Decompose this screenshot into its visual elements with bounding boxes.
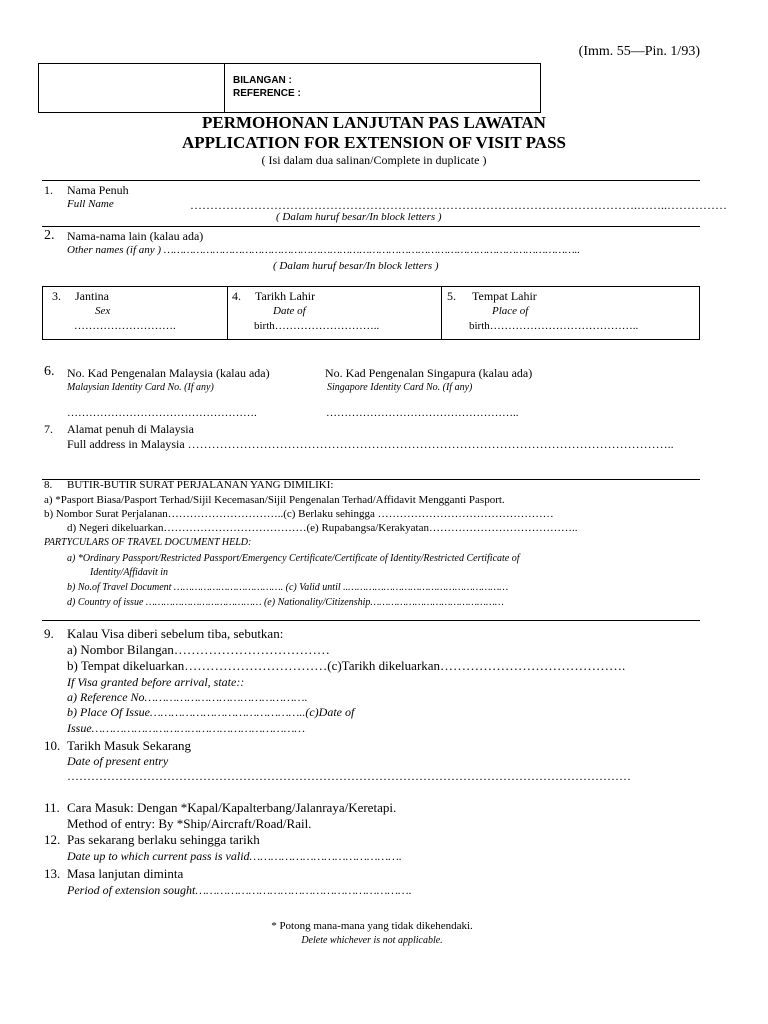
visa-reference-field[interactable]: a) Nombor Bilangan………………………………: [67, 642, 330, 657]
q9-en-item-b: b) Place Of Issue……………………………………..(c)Date of: [67, 705, 355, 719]
sex-field[interactable]: ……………………….: [74, 320, 176, 332]
q4-label: Tarikh Lahir: [255, 289, 316, 303]
q10-label: Tarikh Masuk Sekarang: [67, 738, 192, 753]
divider: [42, 180, 700, 181]
reference-box: [38, 63, 541, 113]
q1-label-en: Full Name: [67, 198, 114, 210]
q5-label-en: Place of: [492, 305, 529, 317]
q12-number: 12.: [44, 832, 61, 847]
singapore-ic-field[interactable]: ……………………………………………..: [326, 407, 519, 419]
title-english: APPLICATION FOR EXTENSION OF VISIT PASS: [182, 133, 566, 152]
q11-label: Cara Masuk: Dengan *Kapal/Kapalterbang/Jalanraya/Keretapi.: [67, 800, 397, 815]
extension-period-field[interactable]: Period of extension sought…………………………………………………….: [67, 883, 412, 897]
q7-label: Alamat penuh di Malaysia: [67, 422, 194, 436]
q8-en-item-a: a) *Ordinary Passport/Restricted Passport/Emergency Certificate/Certificate of Identity/Restricted Certificate of: [67, 553, 520, 564]
q3-number: 3.: [52, 289, 61, 303]
q8-item-d[interactable]: d) Negeri dikeluarkan…………………………………(e) Rupabangsa/Kerakyatan…………………………………..: [67, 522, 578, 534]
q8-number: 8.: [44, 479, 53, 491]
divider: [42, 226, 700, 227]
footnote-english: Delete whichever is not applicable.: [301, 935, 443, 946]
malaysian-ic-field[interactable]: …………………………………………….: [67, 407, 257, 419]
q4-label-en: Date of: [273, 305, 306, 317]
pass-valid-date-field[interactable]: Date up to which current pass is valid…………………………………….: [67, 849, 402, 863]
q3-label-en: Sex: [95, 305, 111, 317]
q11-label-en: Method of entry: By *Ship/Aircraft/Road/Rail.: [67, 816, 312, 831]
present-entry-date-field[interactable]: ……………………………………………………………………………………………………………………………: [67, 769, 631, 783]
q6-my-label: No. Kad Pengenalan Malaysia (kalau ada): [67, 366, 270, 380]
footnote-malay: * Potong mana-mana yang tidak dikehendaki.: [271, 920, 473, 932]
date-of-birth-field[interactable]: birth………………………..: [254, 320, 380, 332]
q1-number: 1.: [44, 183, 53, 197]
q2-note: ( Dalam huruf besar/In block letters ): [273, 260, 439, 272]
q6-sg-label-en: Singapore Identity Card No. (If any): [327, 382, 473, 393]
full-name-field[interactable]: ………………………………………………………………………………………………….……..……………: [190, 198, 727, 212]
q9-en-item-b2: Issue……………………………………………………: [67, 721, 306, 735]
q12-label: Pas sekarang berlaku sehingga tarikh: [67, 832, 260, 847]
q10-number: 10.: [44, 738, 61, 753]
q11-number: 11.: [44, 800, 60, 815]
q1-note: ( Dalam huruf besar/In block letters ): [276, 211, 442, 223]
q8-en-heading: PARTYCULARS OF TRAVEL DOCUMENT HELD:: [44, 537, 252, 548]
q7-number: 7.: [44, 422, 53, 436]
q8-en-item-d: d) Country of issue ………………………………… (e) Nationality/Citizenship………………………………………: [67, 597, 504, 608]
q5-label: Tempat Lahir: [472, 289, 537, 303]
q13-number: 13.: [44, 866, 61, 881]
bilangan-label: BILANGAN :: [233, 75, 292, 86]
q9-number: 9.: [44, 626, 54, 641]
q8-en-item-a2: Identity/Affidavit in: [90, 567, 169, 578]
q2-label: Nama-nama lain (kalau ada): [67, 229, 204, 243]
q4-number: 4.: [232, 289, 241, 303]
q6-my-label-en: Malaysian Identity Card No. (If any): [67, 382, 214, 393]
q9-en-heading: If Visa granted before arrival, state::: [67, 675, 245, 689]
q13-label: Masa lanjutan diminta: [67, 866, 184, 881]
q6-number: 6.: [44, 364, 55, 379]
place-of-birth-field[interactable]: birth…………………………………..: [469, 320, 639, 332]
other-names-field[interactable]: Other names (if any ) ………………………………………………………………………………………………………………..: [67, 244, 581, 256]
q10-label-en: Date of present entry: [67, 754, 169, 768]
q5-number: 5.: [447, 289, 456, 303]
q2-number: 2.: [44, 228, 55, 243]
visa-place-date-field[interactable]: b) Tempat dikeluarkan……………………………(c)Tarikh dikeluarkan…………………………………….: [67, 658, 626, 673]
q6-sg-label: No. Kad Pengenalan Singapura (kalau ada): [325, 366, 533, 380]
q3-label: Jantina: [75, 289, 109, 303]
q9-label: Kalau Visa diberi sebelum tiba, sebutkan:: [67, 626, 284, 641]
q8-item-a: a) *Pasport Biasa/Pasport Terhad/Sijil Kecemasan/Sijil Pengenalan Terhad/Affidavit Mengganti Pasport.: [44, 494, 505, 506]
form-code: (Imm. 55—Pin. 1/93): [578, 44, 700, 59]
q8-label: BUTIR-BUTIR SURAT PERJALANAN YANG DIMILIKI:: [67, 479, 334, 491]
reference-label: REFERENCE :: [233, 88, 301, 99]
q1-label: Nama Penuh: [67, 183, 129, 197]
title-malay: PERMOHONAN LANJUTAN PAS LAWATAN: [202, 113, 546, 132]
subtitle: ( Isi dalam dua salinan/Complete in duplicate ): [261, 153, 487, 167]
divider: [42, 620, 700, 621]
q9-en-item-a: a) Reference No……………………………………….: [67, 690, 308, 704]
q8-en-item-b: b) No.of Travel Document ………………………………. (c) Valid until ..………………………………………………: [67, 582, 509, 593]
address-field[interactable]: Full address in Malaysia …………………………………………………………………………………………………………..: [67, 437, 674, 451]
q8-item-b[interactable]: b) Nombor Surat Perjalanan…………………………..(c) Berlaku sehingga …………………………………………: [44, 508, 554, 520]
